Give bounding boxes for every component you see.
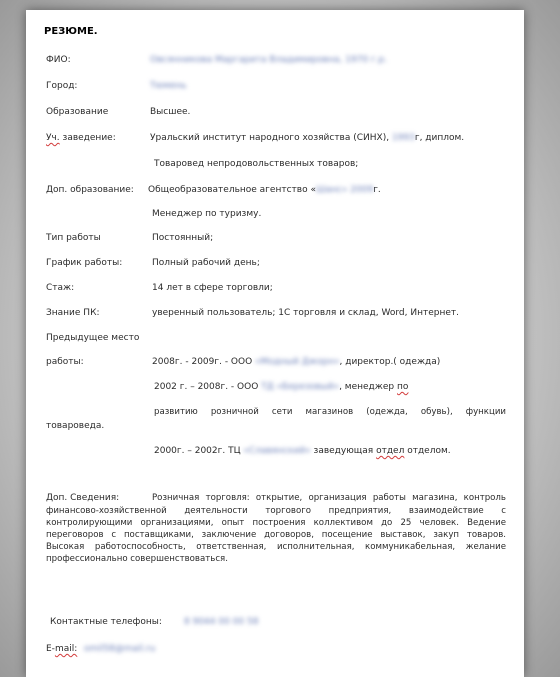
job-role: заведующая [310,446,377,456]
education-label: Образование [46,107,109,117]
fio-value: Овсянникова Маргарита Владимировна, 1970 г.р. [150,55,388,65]
work-type-value: Постоянный; [152,233,214,243]
work-label: работы: [46,357,84,367]
pc-skills-label: Знание ПК: [46,308,100,318]
experience-label: Стаж: [46,283,75,293]
fio-label: ФИО: [46,55,71,65]
resume-page [26,10,524,677]
institution-profession: Товаровед непродовольственных товаров; [154,159,359,169]
institution-name: Уральский институт народного хозяйства (СИНХ), [150,133,392,143]
additional-education-label: Доп. образование: [46,185,134,195]
work-type-label: Тип работы [46,233,101,243]
spellcheck-underline: Уч. [46,133,60,143]
job-period: 2000г. – 2002г. ТЦ [154,446,244,456]
institution-year: 1993 [391,133,415,143]
job-entry [152,356,440,368]
job-entry [154,445,451,457]
additional-info-lead: Розничная торговля: открытие, организация работы магазина, контроль [152,493,506,503]
document-title: РЕЗЮМЕ. [44,26,98,37]
institution-label-rest: заведение: [59,133,116,143]
email-label-prefix: E- [46,644,55,654]
schedule-label: График работы: [46,258,123,268]
pc-skills-value: уверенный пользователь; 1С торговля и склад, Word, Интернет. [152,308,459,318]
add-edu-blurred: Шанс» 2009 [315,185,374,195]
schedule-value: Полный рабочий день; [152,258,260,268]
additional-info-body: финансово-хозяйственной деятельности торгового предприятия, взаимодействие с контролирующими организациями, опыт построения коллективом до 25 человек. Ведение переговоров с поставщиками, заключение договоров, посещение выставок, закуп товаров. Высокая работоспособность, ответственная, исполнительная, коммуникабельная, желание профессионально совершенствоваться. [46,505,506,565]
add-edu-name: Общеобразовательное агентство « [148,185,316,195]
additional-info-label: Доп. Сведения: [46,493,120,503]
job-role: , директор.( одежда) [339,357,441,367]
city-label: Город: [46,81,78,91]
additional-education-value [148,184,381,196]
job-role: , менеджер [339,382,397,392]
job-period: 2002 г. – 2008г. - ООО [154,382,262,392]
phone-value: 8 9044 00 00 58 [184,617,259,627]
phones-label: Контактные телефоны: [50,617,162,627]
job-company: «Славянский» [243,446,311,456]
add-edu-suffix: г. [373,185,381,195]
job-duties-line: товароведа. [46,421,105,431]
job-entry [154,381,408,393]
spellcheck-underline: отдел [376,446,405,456]
job-company: ТД «Березовый» [261,382,340,392]
job-role: отделом. [404,446,451,456]
education-value: Высшее. [150,107,191,117]
email-value: omil58@mail.ru [84,644,156,654]
institution-diploma: г, диплом. [414,133,465,143]
prev-place-label: Предыдущее место [46,333,140,343]
institution-value [150,132,464,144]
spellcheck-underline: mail: [54,644,78,654]
job-duties-line: развитию розничной сети магазинов (одежда, обувь), функции [154,407,506,417]
institution-label [46,132,116,144]
additional-education-profession: Менеджер по туризму. [152,209,262,219]
job-company: «Модный Джорн» [255,357,340,367]
experience-value: 14 лет в сфере торговли; [152,283,273,293]
job-period: 2008г. - 2009г. - ООО [152,357,256,367]
city-value: Тюмень [150,81,187,91]
spellcheck-underline: по [397,382,409,392]
email-label [46,643,77,655]
